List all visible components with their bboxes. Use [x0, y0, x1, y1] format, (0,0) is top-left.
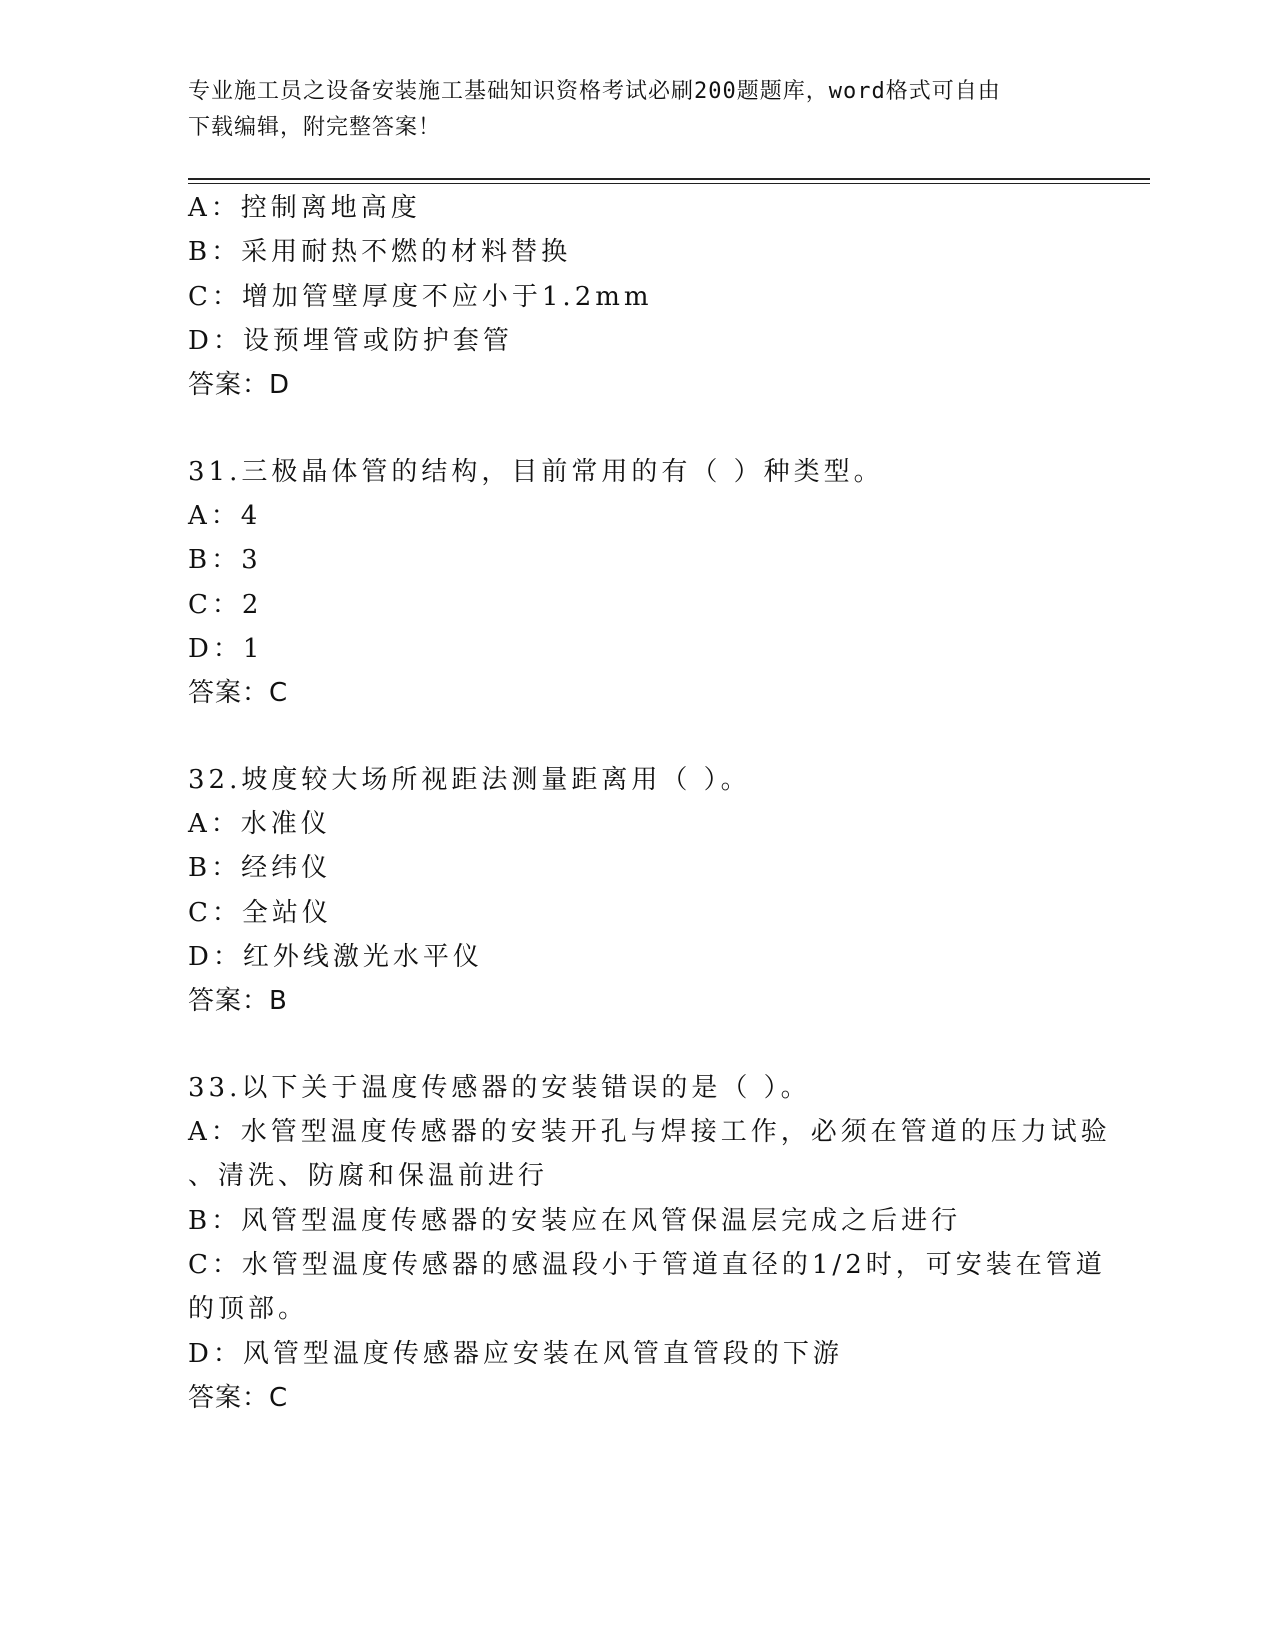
q32-option-b: B：经纬仪 [188, 853, 332, 883]
q31-question: 31.三极晶体管的结构，目前常用的有（ ）种类型。 [188, 457, 884, 487]
document-header [188, 74, 1088, 146]
q31-option-b: B：3 [188, 545, 262, 575]
q32-option-a: A：水准仪 [188, 809, 331, 839]
q30-option-b: B：采用耐热不燃的材料替换 [188, 237, 572, 267]
q31-answer: 答案：C [188, 678, 289, 708]
q33-option-b: B：风管型温度传感器的安装应在风管保温层完成之后进行 [188, 1206, 962, 1236]
q32-answer: 答案：B [188, 986, 288, 1016]
header-rule-thick [188, 178, 1150, 180]
q30-option-d: D：设预埋管或防护套管 [188, 326, 513, 356]
q33-option-a-line-1: A：水管型温度传感器的安装开孔与焊接工作，必须在管道的压力试验 [188, 1117, 1111, 1147]
q30-option-c: C：增加管壁厚度不应小于1.2mm [188, 282, 653, 312]
q33-question: 33.以下关于温度传感器的安装错误的是（ ）。 [188, 1073, 811, 1103]
q32-question: 32.坡度较大场所视距法测量距离用（ ）。 [188, 765, 751, 795]
q30-answer: 答案：D [188, 370, 291, 400]
q30-option-a: A：控制离地高度 [188, 193, 421, 223]
q31-option-d: D：1 [188, 634, 264, 664]
header-line-1: 专业施工员之设备安装施工基础知识资格考试必刷200题题库，word格式可自由 [188, 79, 1001, 104]
q33-answer: 答案：C [188, 1383, 289, 1413]
q33-option-d: D：风管型温度传感器应安装在风管直管段的下游 [188, 1339, 843, 1369]
q33-option-c-line-1: C：水管型温度传感器的感温段小于管道直径的1/2时，可安装在管道 [188, 1250, 1106, 1280]
header-rule-thin [188, 183, 1150, 184]
q33-option-a-line-2: 、清洗、防腐和保温前进行 [188, 1161, 549, 1191]
q32-option-c: C：全站仪 [188, 898, 332, 928]
q31-option-a: A：4 [188, 501, 262, 531]
q33-option-c-line-2: 的顶部。 [188, 1294, 309, 1324]
q32-option-d: D：红外线激光水平仪 [188, 942, 483, 972]
header-line-2: 下载编辑，附完整答案！ [188, 115, 442, 140]
q31-option-c: C：2 [188, 590, 263, 620]
